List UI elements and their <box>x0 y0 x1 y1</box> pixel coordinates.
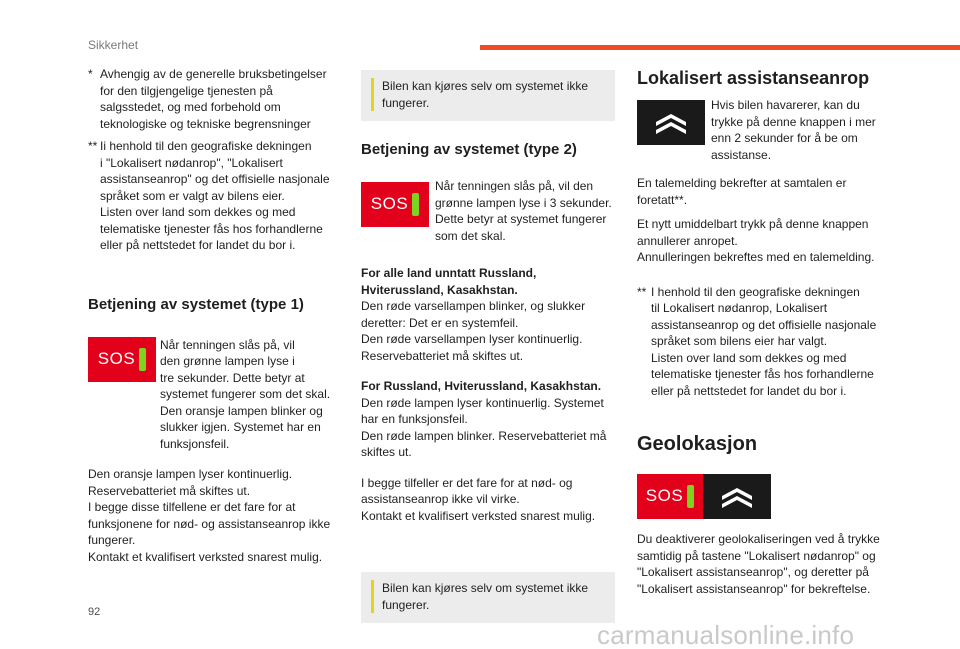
footnote-asterisk <box>88 66 338 132</box>
info-box: Bilen kan kjøres selv om systemet ikke fungerer. <box>361 572 615 623</box>
watermark: carmanualsonline.info <box>597 620 855 649</box>
info-bar <box>371 580 374 613</box>
footnote-double-asterisk <box>88 138 338 254</box>
chevrons-icon <box>653 108 689 138</box>
section-header: Sikkerhet <box>88 38 139 52</box>
sos-button-icon: SOS <box>361 182 429 227</box>
sos-button-icon: SOS <box>88 337 156 382</box>
sos-button-icon: SOS <box>637 474 703 519</box>
paragraph: En talemelding bekrefter at samtalen er foretatt**. <box>637 176 847 207</box>
geolocation-heading: Geolokasjon <box>637 433 758 455</box>
paragraph: Et nytt umiddelbart trykk på denne knappen annullerer anropet. Annulleringen bekreftes med en talemelding. <box>637 217 875 264</box>
paragraph: Du deaktiverer geolokaliseringen ved å trykke samtidig på tastene "Lokalisert nødanrop" og "Lokalisert assistanseanrop", og deretter på "Lokalisert assistanseanrop" for bekreftelse. <box>637 532 880 596</box>
sos-media-row <box>88 337 338 453</box>
section-heading: Lokalisert assistanseanrop <box>637 68 870 88</box>
column-right <box>637 66 887 597</box>
paragraph: Den oransje lampen lyser kontinuerlig. Reservebatteriet må skiftes ut. I begge disse tilfellene er det fare for at funksjonene for nød- og assistanseanrop ikke fungerer. Kontakt et kvalifisert verksted snarest mulig. <box>88 467 331 564</box>
footnote-text: Ii henhold til den geografiske dekningen i "Lokalisert nødanrop", "Lokalisert assistanseanrop" og det offisielle nasjonale språket som er valgt av bilens eier. Listen over land som dekkes og med telematiske tjenester fås hos forhandlerne eller på nettstedet for landet du bor i. <box>100 139 330 252</box>
geolocation-buttons <box>637 474 887 519</box>
footnote-mark: ** <box>637 284 647 299</box>
citroen-chevrons-icon <box>703 474 771 519</box>
sos-media-row <box>361 179 615 244</box>
paragraph: For Russland, Hviterussland, Kasakhstan. Den røde lampen lyser kontinuerlig. Systemet har en funksjonsfeil. Den røde lampen blinker. Reservebatteriet må skiftes ut. <box>361 379 607 459</box>
section-heading: Betjening av systemet (type 2) <box>361 141 577 158</box>
footnote-mark: ** <box>88 139 98 153</box>
column-middle <box>361 66 615 623</box>
paragraph: I begge tilfeller er det fare for at nød- og assistanseanrop ikke vil virke. Kontakt et kvalifisert verksted snarest mulig. <box>361 475 596 523</box>
chevrons-icon <box>719 482 755 512</box>
citroen-chevrons-icon <box>637 100 705 145</box>
media-text: Hvis bilen havarerer, kan du trykke på denne knappen i mer enn 2 sekunder for å be om assistanse. <box>711 98 876 162</box>
footnote-text: Avhengig av de generelle bruksbetingelser for den tilgjengelige tjenesten på salgsstedet, og med forbehold om teknologiske og tekniske begrensninger <box>100 67 327 131</box>
info-box: Bilen kan kjøres selv om systemet ikke fungerer. <box>361 70 615 121</box>
footnote-double-asterisk <box>637 284 887 400</box>
footnote-mark: * <box>88 67 93 81</box>
footnote-text: I henhold til den geografiske dekningen til Lokalisert nødanrop, Lokalisert assistanseanrop og det offisielle nasjonale språket som bilens eier har valgt. Listen over land som dekkes og med telematiske tjenester fås hos forhandlerne eller på nettstedet for landet du bor i. <box>651 284 877 398</box>
media-text: Når tenningen slås på, vil den grønne lampen lyse i tre sekunder. Dette betyr at systemet fungerer som det skal. Den oransje lampen blinker og slukker igjen. Systemet har en funksjonsfeil. <box>160 337 331 451</box>
citroen-media-row <box>637 100 887 163</box>
page-number: 92 <box>88 606 101 618</box>
column-left <box>88 66 338 565</box>
header-accent-bar <box>480 45 960 50</box>
section-heading: Betjening av systemet (type 1) <box>88 295 304 313</box>
green-led-icon <box>139 348 146 371</box>
media-text: Når tenningen slås på, vil den grønne lampen lyse i 3 sekunder. Dette betyr at systemet fungerer som det skal. <box>435 179 612 243</box>
paragraph: For alle land unntatt Russland, Hviterussland, Kasakhstan. Den røde varsellampen blinker, og slukker deretter: Det er en systemfeil. Den røde varsellampen lyser kontinuerlig. Reservebatteriet må skiftes ut. <box>361 266 586 363</box>
green-led-icon <box>412 193 419 216</box>
info-bar <box>371 78 374 111</box>
green-led-icon <box>687 485 694 508</box>
